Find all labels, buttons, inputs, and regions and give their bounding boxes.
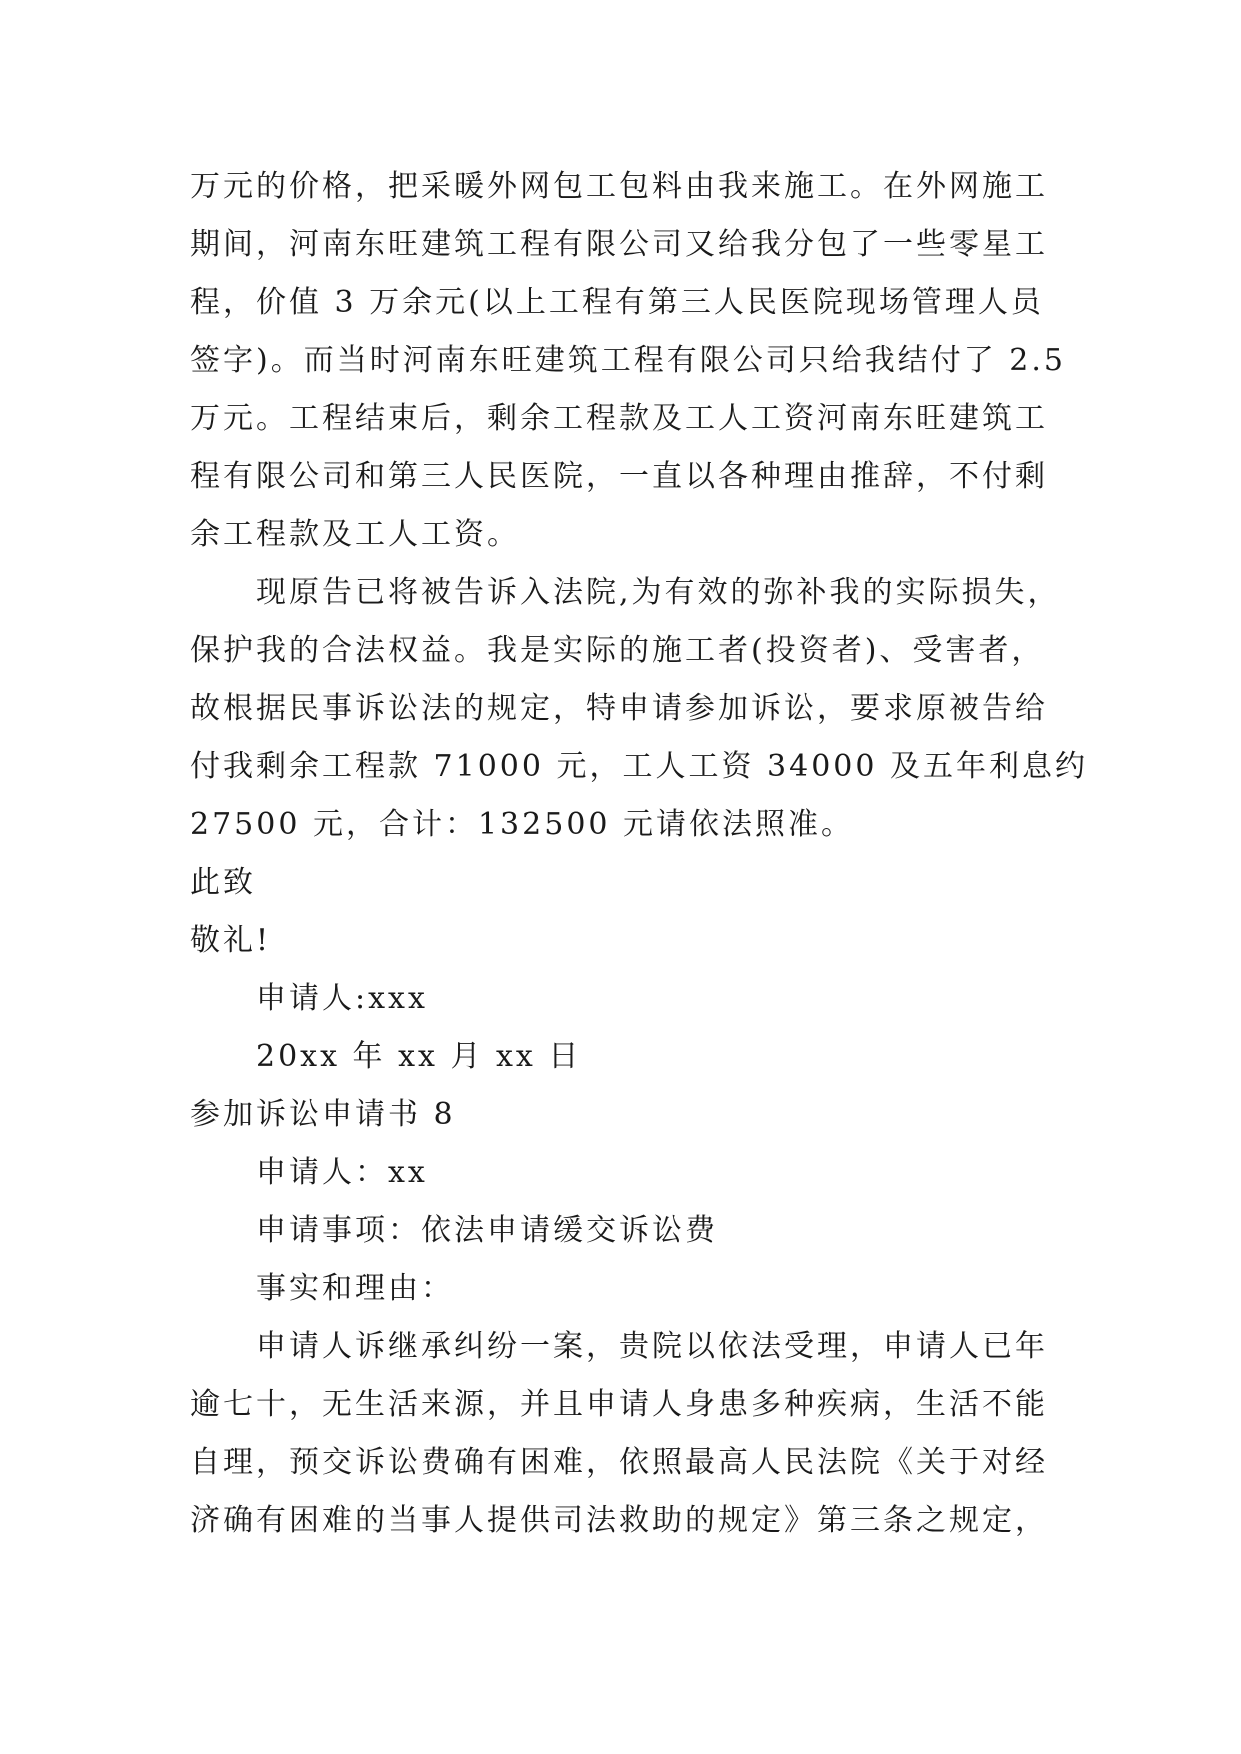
facts-heading: 事实和理由： (256, 1271, 454, 1306)
text-line: 万元的价格，把采暖外网包工包料由我来施工。在外网施工 (190, 169, 1048, 204)
signature-date: 20xx 年 xx 月 xx 日 (256, 1039, 582, 1074)
text-line: 万元。工程结束后，剩余工程款及工人工资河南东旺建筑工 (190, 401, 1048, 436)
applicant-line: 申请人：xx (256, 1155, 428, 1190)
text-line: 故根据民事诉讼法的规定，特申请参加诉讼，要求原被告给 (190, 691, 1048, 726)
text-line: 申请人诉继承纠纷一案，贵院以依法受理，申请人已年 (256, 1329, 1048, 1364)
application-matter: 申请事项：依法申请缓交诉讼费 (256, 1213, 718, 1248)
text-line: 现原告已将被告诉入法院,为有效的弥补我的实际损失， (256, 575, 1061, 610)
salutation-line: 此致 (190, 865, 256, 900)
text-line: 程，价值 3 万余元(以上工程有第三人民医院现场管理人员 (190, 285, 1044, 320)
applicant-signature: 申请人:xxx (256, 981, 428, 1016)
text-line: 程有限公司和第三人民医院，一直以各种理由推辞，不付剩 (190, 459, 1048, 494)
text-line: 自理，预交诉讼费确有困难，依照最高人民法院《关于对经 (190, 1445, 1048, 1480)
section-heading: 参加诉讼申请书 8 (190, 1097, 456, 1132)
text-line: 保护我的合法权益。我是实际的施工者(投资者)、受害者， (190, 633, 1045, 668)
text-line: 付我剩余工程款 71000 元，工人工资 34000 及五年利息约 (190, 749, 1089, 784)
text-line: 期间，河南东旺建筑工程有限公司又给我分包了一些零星工 (190, 227, 1048, 262)
document-body (190, 158, 1089, 1550)
text-line: 余工程款及工人工资。 (190, 517, 520, 552)
text-line: 济确有困难的当事人提供司法救助的规定》第三条之规定， (190, 1503, 1048, 1538)
text-line: 签字)。而当时河南东旺建筑工程有限公司只给我结付了 2.5 (190, 343, 1066, 378)
salutation-line: 敬礼! (190, 923, 272, 958)
text-line: 逾七十，无生活来源，并且申请人身患多种疾病，生活不能 (190, 1387, 1048, 1422)
text-line: 27500 元，合计：132500 元请依法照准。 (190, 807, 855, 842)
